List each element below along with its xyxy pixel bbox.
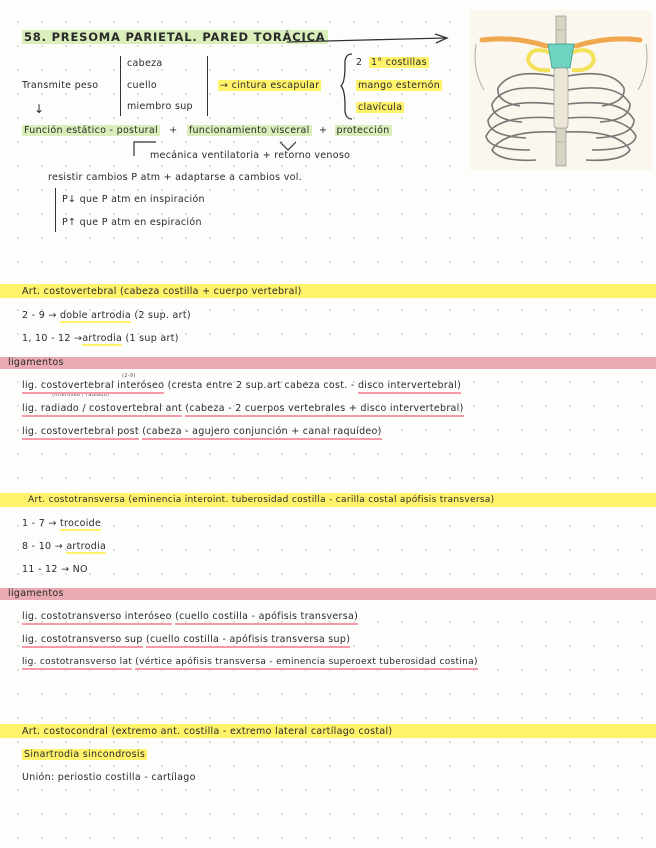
cv-lig-2: lig. radiado / costovertebral ant (cabeza - 2 cuerpos vertebrales + disco intervertebral) — [22, 403, 464, 414]
funcion-estatico: Función estático - postural — [24, 125, 158, 136]
ct-ligamentos-band — [0, 588, 656, 600]
costocondral-heading: Art. costocondral (extremo ant. costilla - extremo lateral cartílago costal) — [22, 726, 393, 737]
costotransversa-heading: Art. costotransversa (eminencia interoint. tuberosidad costilla - carilla costal apófisis transversa) — [28, 495, 495, 505]
cc-line-1: Sinartrodia sincondrosis — [24, 749, 146, 760]
bracket-right — [207, 56, 208, 116]
rib-cage-illustration — [470, 10, 652, 170]
cintura-item-mango: mango esternón — [358, 80, 441, 91]
costovertebral-heading: Art. costovertebral (cabeza costilla + cuerpo vertebral) — [22, 286, 302, 297]
cv-lig-1: lig. costovertebral interóseo (cresta entre 2 sup.art cabeza cost. - disco intervertebral) — [22, 380, 461, 391]
ct-line-2: 8 - 10 → artrodia — [22, 541, 107, 552]
ct-line-3: 11 - 12 → NO — [22, 564, 88, 575]
cintura-item-costillas: 1° costillas — [371, 57, 427, 68]
cv-lig-3: lig. costovertebral post (cabeza - agujero conjunción + canal raquídeo) — [22, 426, 382, 437]
ct-lig-1: lig. costotransverso interóseo (cuello costilla - apófisis transversa) — [22, 611, 358, 622]
cv-ligamentos-band — [0, 357, 656, 369]
funcion-line — [22, 125, 392, 136]
cc-line-2: Unión: periostio costilla - cartílago — [22, 772, 196, 783]
cintura-num: 2 — [356, 57, 363, 68]
peso-item-cuello: cuello — [127, 80, 157, 91]
cv-lig-note: (interóseo / radiado) — [52, 392, 110, 398]
plus-1: + — [169, 125, 178, 136]
ct-lig-3: lig. costotransverso lat (vértice apófisis transversa - eminencia superoext tuberosidad costina) — [22, 657, 478, 667]
presion-inspiracion: P↓ que P atm en inspiración — [62, 194, 205, 205]
cintura-item-clavicula: clavícula — [358, 102, 403, 113]
cv-line-2: 1, 10 - 12 →artrodia (1 sup art) — [22, 333, 179, 344]
ct-line-1: 1 - 7 → trocoide — [22, 518, 102, 529]
ct-lig-2: lig. costotransverso sup (cuello costilla - apófisis transversa sup) — [22, 634, 350, 645]
curly-brace — [340, 52, 354, 122]
peso-item-miembro: miembro sup — [127, 101, 193, 112]
cv-line-1: 2 - 9 → doble artrodia (2 sup. art) — [22, 310, 191, 321]
ct-ligamentos-title: ligamentos — [8, 588, 64, 599]
down-arrow: ↓ — [34, 102, 45, 116]
proteccion: protección — [336, 125, 390, 136]
title-arrow — [285, 30, 465, 50]
bracket-left — [120, 56, 121, 116]
peso-item-cabeza: cabeza — [127, 58, 163, 69]
page-title: 58. PRESOMA PARIETAL. PARED TORÁCICA — [24, 30, 326, 44]
plus-2: + — [318, 125, 328, 136]
funcionamiento-visceral: funcionamiento visceral — [188, 125, 310, 136]
cv-lig-note-top: (2-9) — [122, 373, 136, 379]
transmite-label: Transmite peso — [22, 80, 99, 91]
cv-ligamentos-title: ligamentos — [8, 357, 64, 368]
presion-espiracion: P↑ que P atm en espiración — [62, 217, 202, 228]
mecanica-text: mecánica ventilatoria + retorno venoso — [150, 150, 351, 161]
presion-bracket — [55, 188, 56, 232]
resistir-text: resistir cambios P atm + adaptarse a cambios vol. — [48, 172, 303, 183]
cintura-escapular: → cintura escapular — [220, 80, 320, 91]
